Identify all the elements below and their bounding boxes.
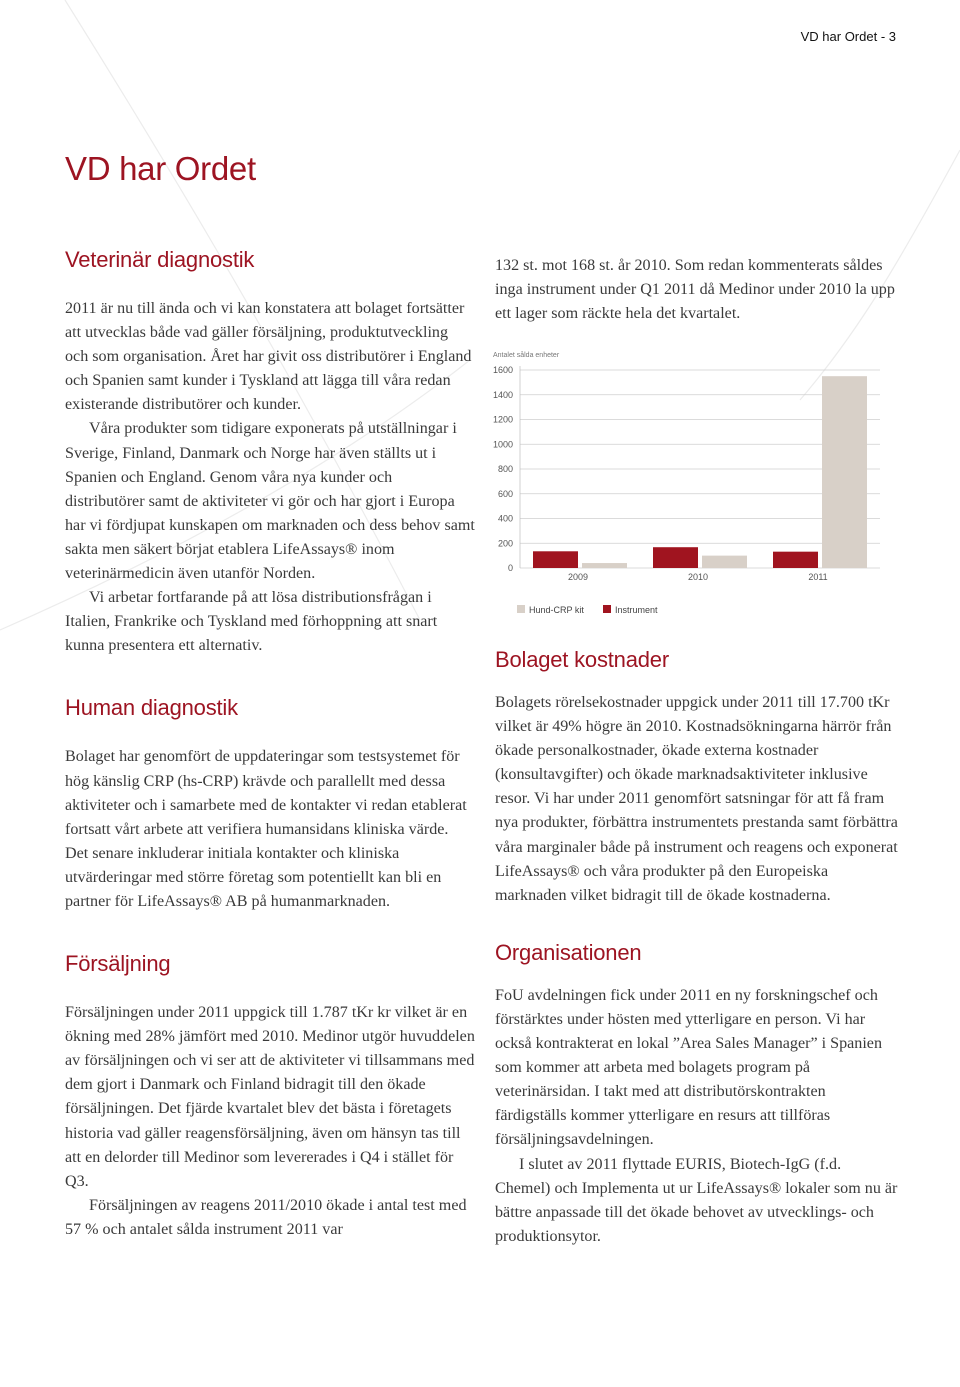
y-tick-label: 1600: [492, 365, 513, 375]
y-tick-label: 1400: [492, 389, 513, 400]
right-column-bottom: [495, 646, 900, 1249]
heading-forsaljning: Försäljning: [65, 951, 171, 977]
legend-label: Instrument: [615, 605, 658, 615]
y-tick-label: 200: [497, 538, 513, 549]
legend-label: Hund-CRP kit: [529, 605, 584, 615]
heading-kostnader: Bolaget kostnader: [495, 647, 669, 672]
chart-title: Antalet sålda enheter: [493, 352, 560, 359]
x-tick-label: 2011: [808, 572, 828, 582]
bar-hund-crp-kit-2010: [702, 556, 747, 568]
units-sold-chart: [485, 345, 885, 625]
bar-instrument-2011: [773, 552, 818, 568]
y-tick-label: 600: [497, 488, 513, 499]
bar-hund-crp-kit-2009: [582, 563, 627, 568]
heading-human: Human diagnostik: [65, 695, 238, 721]
paragraph: 2011 är nu till ända och vi kan konstatera att bolaget fortsätter att utvecklas både vad gäller försäljning, produktutveckling och som organisation. Året har givit oss distributörer i England och Spanien samt kunder i Tyskland att lägga till våra redan existerande distributörer och kunder.: [65, 300, 472, 414]
y-tick-label: 400: [497, 513, 513, 524]
bar-instrument-2010: [653, 547, 698, 568]
right-column-top: [495, 254, 900, 326]
left-column: [65, 246, 475, 1242]
legend-swatch: [603, 605, 611, 613]
paragraph: Försäljningen av reagens 2011/2010 ökade i antal test med 57 % och antalet sålda instrument 2011 var: [65, 1196, 467, 1238]
paragraph: FoU avdelningen fick under 2011 en ny forskningschef och förstärktes under hösten med ytterligare en person. Vi har också kontrakterat en lokal ”Area Sales Manager” i Spanien som kommer att arbeta med bolagets program på veterinärsidan. I takt med att distributörskontrakten färdigställs kommer ytterligare en resurs att tillföras försäljningsavdelningen.: [495, 986, 882, 1149]
x-tick-label: 2009: [567, 572, 589, 582]
paragraph: Bolagets rörelsekostnader uppgick under 2011 till 17.700 tKr vilket är 49% högre än 2010. Kostnadsökningarna härrör från ökade personalkostnader, ökade externa kostnader (konsultavgifter) och ökade marknadsaktiviteter inklusive resor. Vi har under 2011 genomfört satsningar för att få fram nya produkter, förbättra instrumentets prestanda samt förbättra våra marginaler både på instrument och reagens och exponerat LifeAssays® och våra produkter på den Europeiska marknaden vilket bidragit till de ökade kostnaderna.: [495, 694, 898, 904]
y-tick-label: 0: [507, 563, 513, 573]
y-tick-label: 1200: [492, 414, 513, 425]
y-tick-label: 800: [497, 464, 513, 474]
y-tick-label: 1000: [492, 439, 513, 450]
paragraph: I slutet av 2011 flyttade EURIS, Biotech-IgG (f.d. Chemel) och Implementa ut ur LifeAssays® lokaler som nu är bättre anpassade till det ökade behovet av utvecklings- och produktionsytor.: [495, 1155, 898, 1245]
page-title: VD har Ordet: [65, 150, 256, 187]
paragraph: Våra produkter som tidigare exponerats på utställningar i Sverige, Finland, Danmark och Norge har även ställts ut i Spanien och England. Genom våra nya kunder och distributörer samt de aktiviteter vi gör och har gjort i Europa har vi fördjupat kunskapen om marknaden och dess behov samt sakta men säkert börjat etablera LifeAssays® inom veterinärmedicin även utanför Norden.: [65, 420, 475, 583]
bar-hund-crp-kit-2011: [822, 376, 867, 568]
legend-swatch: [517, 605, 525, 613]
heading-organisation: Organisationen: [495, 939, 642, 965]
bar-instrument-2009: [533, 551, 578, 568]
x-tick-label: 2010: [687, 572, 709, 582]
running-head: VD har Ordet - 3: [800, 29, 896, 44]
paragraph: Vi arbetar fortfarande på att lösa distributionsfrågan i Italien, Frankrike och Tyskland med förhoppning att snart kunna presentera ett alternativ.: [65, 589, 438, 655]
paragraph: Försäljningen under 2011 uppgick till 1.787 tKr kr vilket är en ökning med 28% jämfört med 2010. Medinor utgör huvuddelen av försäljningen och vi ser att de aktiviteter vi tillsammans med dem gjort i Danmark och Finland bidragit till den ökade försäljningen. Det fjärde kvartalet blev det bästa i företagets historia vad gäller reagensförsäljning, även om hänsyn tas till att en delorder till Medinor som levererades i Q4 i stället för Q3.: [65, 1004, 475, 1190]
paragraph: Bolaget har genomfört de uppdateringar som testsystemet för hög känslig CRP (hs-CRP) krävde och parallellt med dessa aktiviteter och i samarbete med de kontakter vi redan etablerat fortsatt vårt arbete att verifiera humansidans kliniska värde. Det senare inkluderar initiala kontakter och kliniska utvärderingar med större företag som potentiellt kan bli en partner för LifeAssays® AB på humanmarknaden.: [65, 748, 467, 910]
heading-veterinar: Veterinär diagnostik: [65, 247, 255, 272]
paragraph: 132 st. mot 168 st. år 2010. Som redan kommenterats såldes inga instrument under Q1 2011 då Medinor under 2010 la upp ett lager som räckte hela det kvartalet.: [495, 257, 895, 323]
